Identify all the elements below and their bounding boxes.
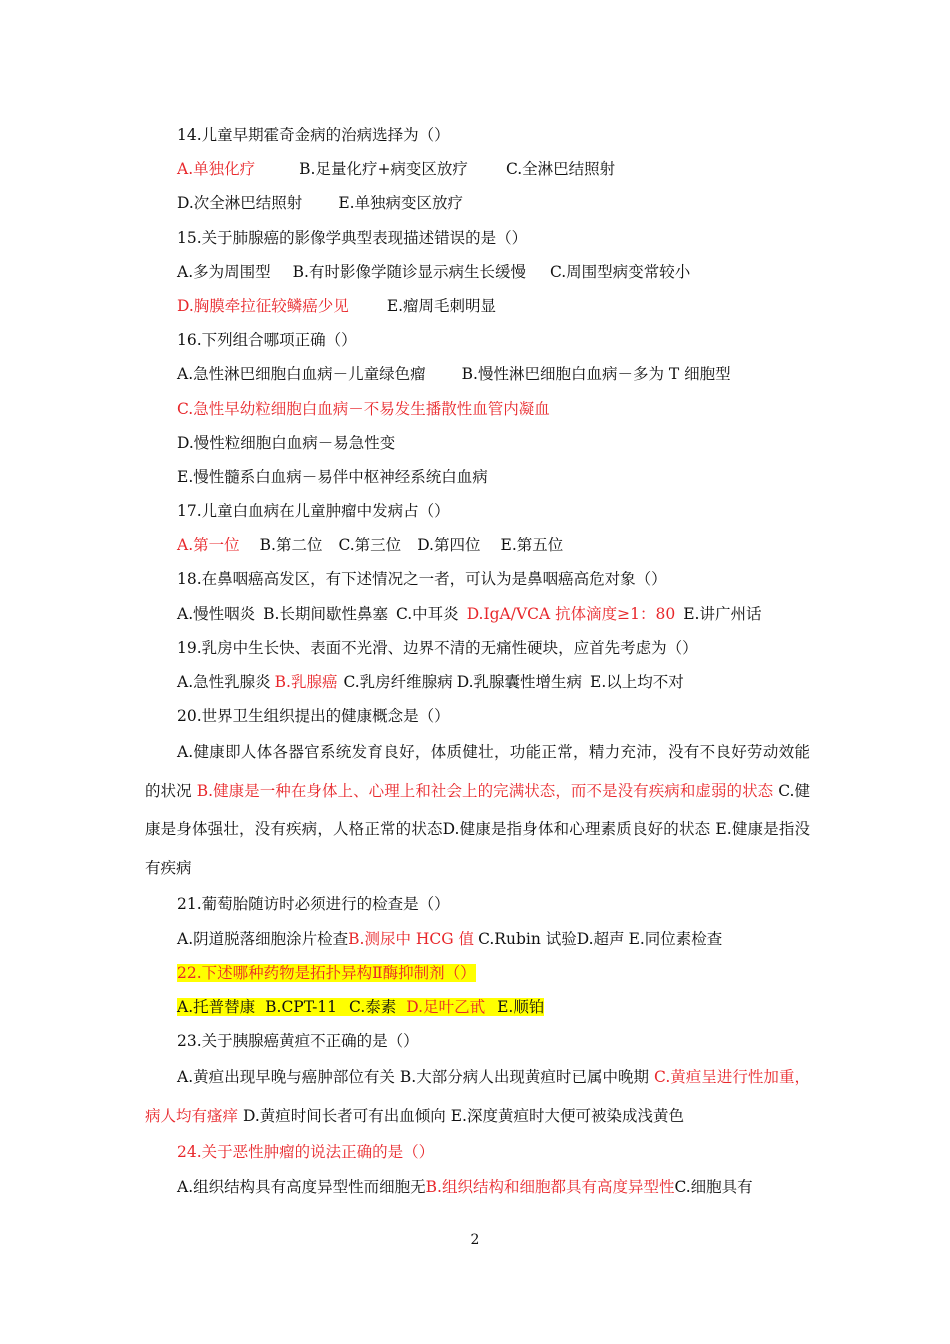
question-24-stem: 24.关于恶性肿瘤的说法正确的是（） xyxy=(177,1143,435,1162)
question-24-options xyxy=(145,1170,810,1204)
option-20-a: A.健康即人体各器官系统发育良好，体质健壮，功能正常，精力充沛，没有不良好劳动效能的状况 xyxy=(145,743,810,800)
question-19-stem: 19.乳房中生长快、表面不光滑、边界不清的无痛性硬块，应首先考虑为（） xyxy=(177,638,698,657)
question-20-stem: 20.世界卫生组织提出的健康概念是（） xyxy=(177,707,450,726)
option-21-a: A.阴道脱落细胞涂片检查 xyxy=(177,929,349,948)
option-20-e: E.健康是指没有疾病 xyxy=(145,820,810,877)
question-22-stem: 22.下述哪种药物是拓扑异构Ⅱ酶抑制剂（） xyxy=(177,963,476,982)
option-14-d: D.次全淋巴结照射 xyxy=(177,194,303,213)
option-24-b: B.组织结构和细胞都具有高度异型性 xyxy=(425,1177,675,1196)
option-21-b: B.测尿中 HCG 值 xyxy=(348,929,475,948)
option-23-d: D.黄疸时间长者可有出血倾向 xyxy=(242,1106,446,1125)
option-22-d: D.足叶乙甙 xyxy=(406,997,486,1016)
question-16-stem: 16.下列组合哪项正确（） xyxy=(177,331,357,350)
question-14-options-1 xyxy=(145,152,810,186)
option-21-e: E.同位素检查 xyxy=(628,929,723,948)
question-18-stem: 18.在鼻咽癌高发区，有下述情况之一者，可认为是鼻咽癌高危对象（） xyxy=(177,570,667,589)
question-15-options-1 xyxy=(145,255,810,289)
question-23-options xyxy=(145,1058,810,1135)
option-17-b: B.第二位 xyxy=(259,536,323,555)
page-number: 2 xyxy=(470,1232,480,1248)
option-18-c: C.中耳炎 xyxy=(395,604,459,623)
option-22-c: C.泰素 xyxy=(349,997,397,1016)
option-16-d: D.慢性粒细胞白血病－易急性变 xyxy=(177,433,396,452)
option-23-c: C.黄疸呈进行性加重，病人均有瘙痒 xyxy=(145,1068,810,1125)
option-15-e: E.瘤周毛刺明显 xyxy=(386,296,497,315)
option-23-a: A.黄疸出现早晚与癌肿部位有关 xyxy=(177,1068,395,1087)
question-17-stem: 17.儿童白血病在儿童肿瘤中发病占（） xyxy=(177,502,450,521)
question-21-stem: 21.葡萄胎随访时必须进行的检查是（） xyxy=(177,895,450,914)
option-18-e: E.讲广州话 xyxy=(683,604,762,623)
option-19-b: B.乳腺癌 xyxy=(274,673,338,691)
question-22-stem-row xyxy=(145,956,810,990)
question-15-stem: 15.关于肺腺癌的影像学典型表现描述错误的是（） xyxy=(177,228,528,247)
question-14-options-2 xyxy=(145,186,810,220)
option-18-b: B.长期间歇性鼻塞 xyxy=(263,604,388,623)
option-18-a: A.慢性咽炎 xyxy=(177,604,256,623)
option-21-d: D.超声 xyxy=(576,929,625,948)
option-15-d: D.胸膜牵拉征较鳞癌少见 xyxy=(177,296,349,315)
option-22-a: A.托普替康 xyxy=(177,997,256,1016)
option-17-c: C.第三位 xyxy=(338,536,402,555)
option-23-e: E.深度黄疸时大便可被染成浅黄色 xyxy=(450,1106,684,1125)
option-19-c: C.乳房纤维腺病 xyxy=(343,673,453,691)
option-19-d: D.乳腺囊性增生病 xyxy=(456,673,583,691)
option-16-b: B.慢性淋巴细胞白血病－多为 T 细胞型 xyxy=(461,365,731,384)
question-19-options xyxy=(145,665,810,699)
option-14-e: E.单独病变区放疗 xyxy=(338,194,464,213)
option-15-c: C.周围型病变常较小 xyxy=(549,262,691,281)
option-24-a: A.组织结构具有高度异型性而细胞无 xyxy=(177,1177,426,1196)
option-14-c: C.全淋巴结照射 xyxy=(505,160,616,179)
question-21-options xyxy=(145,922,810,956)
option-14-a: A.单独化疗 xyxy=(177,160,256,179)
option-20-d: D.健康是指身体和心理素质良好的状态 xyxy=(442,820,711,839)
option-22-b: B.CPT-11 xyxy=(265,997,338,1016)
option-18-d: D.IgA/VCA 抗体滴度≥1：80 xyxy=(466,604,676,623)
question-list xyxy=(145,118,810,1204)
option-21-c: C.Rubin 试验 xyxy=(478,929,577,948)
option-22-e: E.顺铂 xyxy=(497,997,545,1016)
option-15-a: A.多为周围型 xyxy=(177,262,271,281)
question-14-stem: 14.儿童早期霍奇金病的治病选择为（） xyxy=(177,126,450,144)
option-14-b: B.足量化疗+病变区放疗 xyxy=(299,160,468,179)
option-20-c: C.健康是身体强壮，没有疾病，人格正常的状态 xyxy=(145,781,810,839)
option-24-c: C.细胞具有 xyxy=(674,1177,753,1196)
option-17-a: A.第一位 xyxy=(177,536,240,555)
question-16-options-1 xyxy=(145,357,810,391)
option-16-c: C.急性早幼粒细胞白血病－不易发生播散性血管内凝血 xyxy=(177,399,550,418)
option-17-e: E.第五位 xyxy=(500,536,564,555)
question-18-options xyxy=(145,597,810,631)
option-15-b: B.有时影像学随诊显示病生长缓慢 xyxy=(292,262,526,281)
option-23-b: B.大部分病人出现黄疸时已属中晚期 xyxy=(399,1068,650,1087)
option-19-a: A.急性乳腺炎 xyxy=(177,673,271,691)
option-17-d: D.第四位 xyxy=(417,536,481,555)
question-15-options-2 xyxy=(145,289,810,323)
question-23-stem: 23.关于胰腺癌黄疸不正确的是（） xyxy=(177,1032,419,1051)
option-20-b: B.健康是一种在身体上、心理上和社会上的完满状态，而不是没有疾病和虚弱的状态 xyxy=(196,781,774,800)
question-20-options xyxy=(145,733,810,887)
option-16-a: A.急性淋巴细胞白血病－儿童绿色瘤 xyxy=(177,365,426,384)
question-22-options xyxy=(145,990,810,1024)
option-19-e: E.以上均不对 xyxy=(590,673,684,691)
option-16-e: E.慢性髓系白血病－易伴中枢神经系统白血病 xyxy=(177,467,488,486)
question-17-options xyxy=(145,528,810,562)
